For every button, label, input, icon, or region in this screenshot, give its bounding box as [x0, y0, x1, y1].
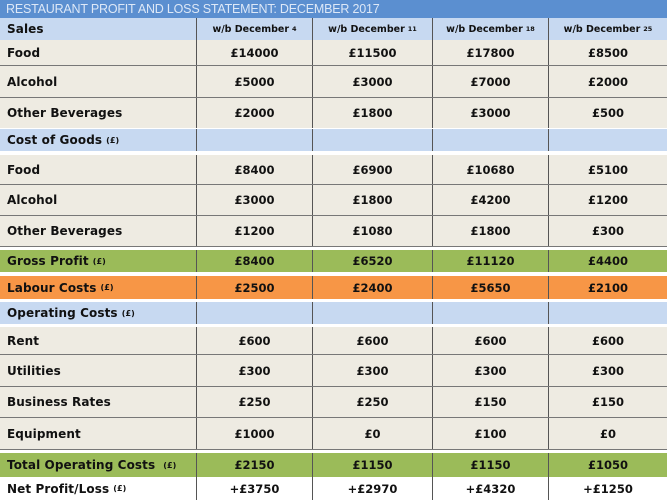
row-label: Food — [0, 40, 197, 65]
value-cell: £14000 — [197, 40, 313, 65]
row-label: Equipment — [0, 418, 197, 449]
value-cell: £4400 — [587, 254, 628, 268]
value-cell: £5100 — [587, 162, 628, 177]
empty-cell — [549, 129, 667, 151]
column-header-week-3: w/b December 18 — [433, 18, 549, 40]
empty-cell — [313, 129, 433, 151]
row-label: Food — [0, 155, 197, 184]
empty-cell — [197, 302, 313, 324]
value-cell: £600 — [433, 327, 549, 354]
value-cell: £500 — [591, 106, 624, 120]
table-row-labour-costs — [0, 276, 667, 299]
empty-cell — [313, 302, 433, 324]
value-cell: £1080 — [313, 216, 433, 246]
table-row-business-rates — [0, 387, 667, 418]
value-cell: £11120 — [433, 250, 549, 272]
table-row-rent — [0, 327, 667, 355]
value-cell: £3000 — [197, 185, 313, 215]
value-cell: £300 — [197, 355, 313, 386]
value-cell: £300 — [313, 355, 433, 386]
value-cell: £1200 — [587, 193, 628, 207]
value-cell: £3000 — [313, 66, 433, 97]
row-label: Alcohol — [0, 66, 197, 97]
value-cell: £0 — [599, 426, 616, 441]
value-cell: £600 — [591, 333, 624, 348]
value-cell: £11500 — [313, 40, 433, 65]
value-cell: £2400 — [313, 276, 433, 299]
empty-cell — [433, 129, 549, 151]
value-cell: £3000 — [433, 98, 549, 128]
table-row-sales-other-beverages — [0, 98, 667, 128]
row-label: Total Operating Costs (£) — [0, 453, 197, 477]
value-cell: £1150 — [433, 453, 549, 477]
value-cell: £600 — [313, 327, 433, 354]
value-cell: £8400 — [197, 155, 313, 184]
value-cell: £300 — [591, 363, 624, 378]
value-cell: £100 — [433, 418, 549, 449]
value-cell: £10680 — [433, 155, 549, 184]
value-cell: £300 — [433, 355, 549, 386]
value-cell: +£2970 — [313, 477, 433, 500]
statement-title: RESTAURANT PROFIT AND LOSS STATEMENT: DECEMBER 2017 — [0, 0, 667, 18]
value-cell: £5650 — [433, 276, 549, 299]
column-header-week-2: w/b December 11 — [313, 18, 433, 40]
value-cell: £2000 — [587, 74, 628, 89]
section-header-operating-costs — [0, 302, 667, 324]
value-cell: £1800 — [433, 216, 549, 246]
row-label: Other Beverages — [0, 216, 197, 246]
value-cell: £5000 — [197, 66, 313, 97]
empty-cell — [197, 129, 313, 151]
row-label: Alcohol — [0, 185, 197, 215]
row-label: Gross Profit (£) — [0, 250, 197, 272]
value-cell: £8500 — [587, 45, 628, 60]
value-cell: £1050 — [587, 458, 628, 472]
value-cell: £0 — [313, 418, 433, 449]
value-cell: £2000 — [197, 98, 313, 128]
table-row-cog-other-beverages — [0, 216, 667, 247]
value-cell: £300 — [591, 224, 624, 238]
empty-cell — [433, 302, 549, 324]
value-cell: £600 — [197, 327, 313, 354]
row-label: Utilities — [0, 355, 197, 386]
row-label: Net Profit/Loss (£) — [0, 477, 197, 500]
row-label: Other Beverages — [0, 98, 197, 128]
table-row-cog-food — [0, 155, 667, 185]
value-cell: £250 — [313, 387, 433, 417]
table-row-net-profit-loss — [0, 477, 667, 500]
table-row-gross-profit — [0, 250, 667, 272]
section-label: Cost of Goods (£) — [0, 129, 197, 151]
header-row — [0, 18, 667, 40]
value-cell: £2150 — [197, 453, 313, 477]
value-cell: £6900 — [313, 155, 433, 184]
section-label: Operating Costs (£) — [0, 302, 197, 324]
value-cell: £4200 — [433, 185, 549, 215]
table-row-sales-alcohol — [0, 66, 667, 98]
table-row-total-operating-costs — [0, 453, 667, 477]
empty-cell — [549, 302, 667, 324]
value-cell: £150 — [591, 395, 624, 409]
value-cell: £8400 — [197, 250, 313, 272]
section-header-cost-of-goods — [0, 129, 667, 151]
value-cell: £1800 — [313, 98, 433, 128]
table-row-sales-food — [0, 40, 667, 66]
value-cell: £250 — [197, 387, 313, 417]
value-cell: £6520 — [313, 250, 433, 272]
value-cell: £1200 — [197, 216, 313, 246]
value-cell: +£3750 — [197, 477, 313, 500]
table-row-utilities — [0, 355, 667, 387]
value-cell: +£1250 — [583, 481, 633, 496]
value-cell: £17800 — [433, 40, 549, 65]
column-header-week-1: w/b December 4 — [197, 18, 313, 40]
row-label: Labour Costs (£) — [0, 276, 197, 299]
value-cell: +£4320 — [433, 477, 549, 500]
table-row-cog-alcohol — [0, 185, 667, 216]
value-cell: £1800 — [313, 185, 433, 215]
sales-section-label: Sales — [0, 18, 197, 40]
value-cell: £2100 — [587, 280, 628, 295]
table-row-equipment — [0, 418, 667, 450]
row-label: Rent — [0, 327, 197, 354]
value-cell: £1000 — [197, 418, 313, 449]
value-cell: £2500 — [197, 276, 313, 299]
row-label: Business Rates — [0, 387, 197, 417]
value-cell: £150 — [433, 387, 549, 417]
value-cell: £1150 — [313, 453, 433, 477]
column-header-week-4: w/b December 25 — [563, 23, 653, 35]
value-cell: £7000 — [433, 66, 549, 97]
